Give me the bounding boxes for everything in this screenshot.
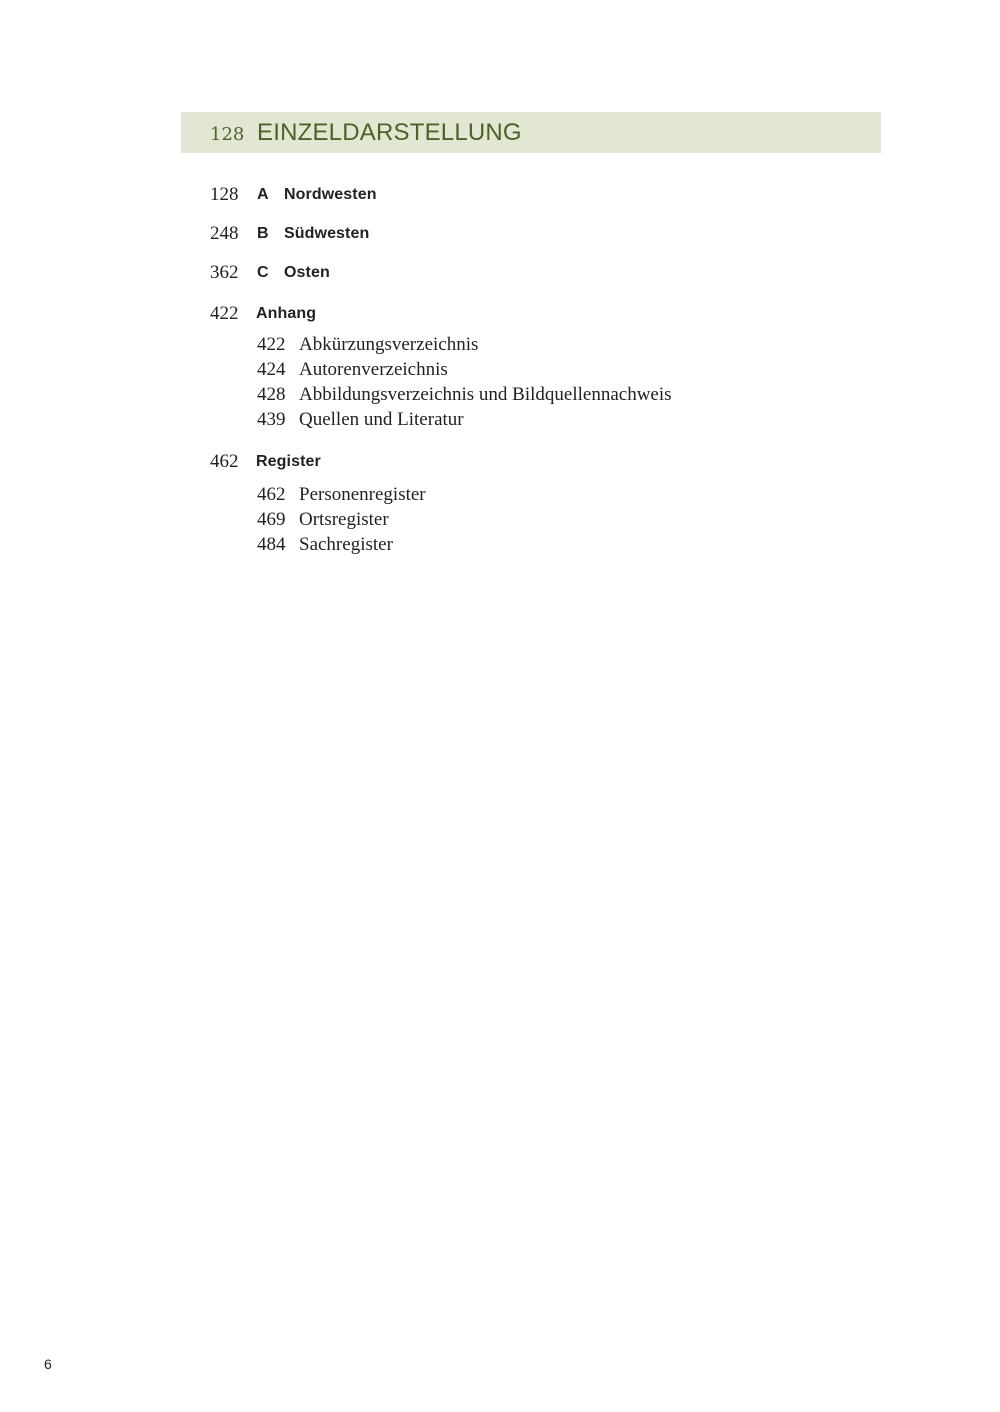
section-label: Anhang [256,305,317,322]
subentry-page-number: 424 [257,359,286,380]
section-letter: B [257,225,269,242]
subentry-page-number: 469 [257,509,286,530]
section-page-number: 128 [210,184,239,205]
subentry-page-number: 428 [257,384,286,405]
subentry-page-number: 422 [257,334,286,355]
subentry-label: Abkürzungsverzeichnis [299,334,479,355]
section-label: Osten [284,264,330,281]
chapter-page-number: 128 [210,124,245,145]
subentry-label: Autorenverzeichnis [299,359,448,380]
section-label: Nordwesten [284,186,377,203]
section-page-number: 248 [210,223,239,244]
section-label: Register [256,453,321,470]
subentry-label: Quellen und Literatur [299,409,464,430]
chapter-header-band [181,112,881,153]
section-label: Südwesten [284,225,370,242]
page-folio-number: 6 [44,1356,52,1372]
section-page-number: 422 [210,303,239,324]
subentry-page-number: 439 [257,409,286,430]
subentry-label: Ortsregister [299,509,389,530]
subentry-label: Sachregister [299,534,393,555]
subentry-label: Abbildungsverzeichnis und Bildquellennachweis [299,384,672,405]
subentry-label: Personenregister [299,484,426,505]
chapter-title: EINZELDARSTELLUNG [257,119,522,146]
subentry-page-number: 484 [257,534,286,555]
section-letter: A [257,186,269,203]
subentry-page-number: 462 [257,484,286,505]
section-page-number: 462 [210,451,239,472]
section-page-number: 362 [210,262,239,283]
section-letter: C [257,264,269,281]
